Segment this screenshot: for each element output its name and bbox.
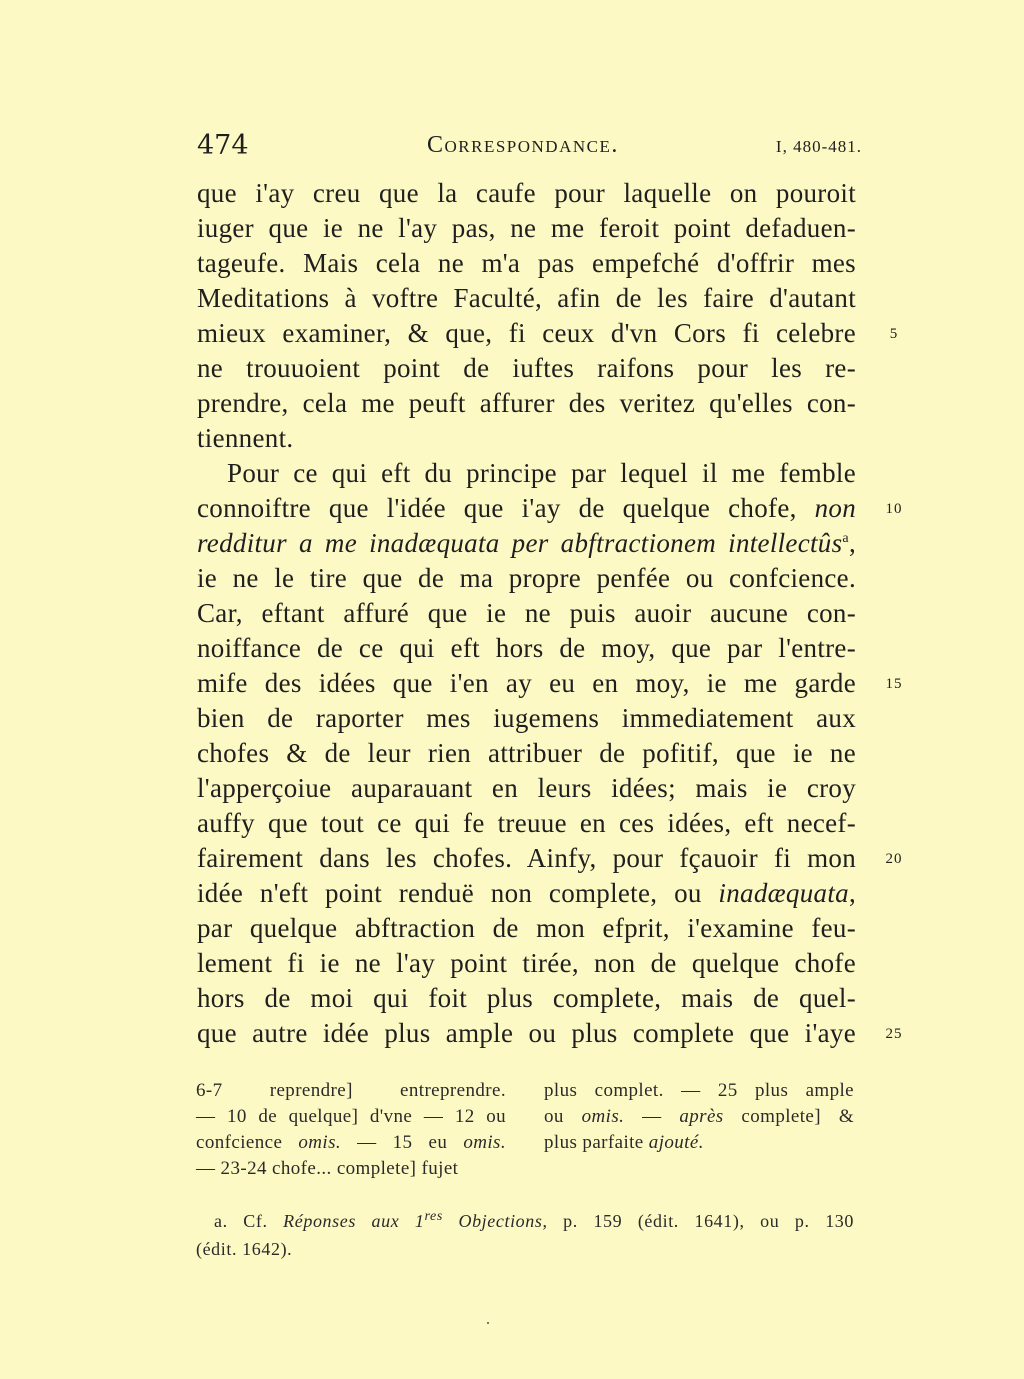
text-line [197,666,856,701]
footnote-line [196,1207,854,1235]
text-run: mife des idées que i'en ay eu en moy, ie me garde [197,668,856,698]
text-run: idée n'eft point renduë non complete, ou [197,878,719,908]
text-run: — 23-24 chofe... complete] fujet [196,1158,459,1179]
italic-text: après [679,1106,724,1127]
text-run: prendre, cela me peuft affurer des veritez qu'elles con- [197,388,856,418]
text-run: Meditations à voftre Faculté, afin de les faire d'autant [197,283,856,313]
text-run: chofes & de leur rien attribuer de pofitif, que ie ne [197,738,856,768]
text-line [197,701,856,736]
text-line [197,281,856,316]
text-run: 6-7 reprendre] entreprendre. [196,1080,506,1101]
text-line [197,421,856,456]
text-run: — 10 de quelque] d'vne — 12 ou [196,1106,506,1127]
variant-line [544,1130,854,1156]
main-text [197,176,856,1051]
text-run: bien de raporter mes iugemens immediatement aux [197,703,856,733]
text-run: que autre idée plus ample ou plus complete que i'aye [197,1018,856,1048]
text-run: fairement dans les chofes. Ainfy, pour fçauoir fi mon [197,843,856,873]
text-line [197,981,856,1016]
text-line [197,526,856,561]
text-run: lement fi ie ne l'ay point tirée, non de quelque chofe [197,948,856,978]
line-number: 10 [885,501,903,517]
text-line [197,491,856,526]
line-number: 15 [885,676,903,692]
text-run: ou [544,1106,582,1127]
variant-line [196,1130,506,1156]
running-title: Correspondance. [427,132,619,158]
text-line [197,911,856,946]
line-number: 20 [885,851,903,867]
italic-text: omis. [298,1132,342,1153]
text-run: l'apperçoiue auparauant en leurs idées; mais ie croy [197,773,856,803]
variant-line [196,1156,506,1182]
note-reference: a [842,531,849,546]
line-number: 25 [885,1026,903,1042]
page-header [197,128,862,164]
text-line [197,386,856,421]
text-run: ie ne le tire que de ma propre penfée ou confcience. [197,563,856,593]
footnote-line [196,1235,854,1263]
footnote [196,1207,854,1263]
text-line [197,1016,856,1051]
italic-text: Objections [442,1211,543,1231]
italic-text: redditur a me inadæquata per abftractionem intellectûs [197,528,843,558]
text-line [197,246,856,281]
italic-text: omis. [581,1106,625,1127]
italic-text: omis. [463,1132,506,1153]
text-line [197,876,856,911]
text-run: ne trouuoient point de iuftes raifons pour les re- [197,353,856,383]
text-run: Pour ce qui eft du principe par lequel il me femble [227,458,856,488]
variants-column-1 [196,1078,506,1182]
text-run: plus complet. — 25 plus ample [544,1080,854,1101]
text-run: tageufe. Mais cela ne m'a pas empefché d'offrir mes [197,248,856,278]
variant-line [196,1104,506,1130]
page-speck [487,1322,489,1324]
variant-line [196,1078,506,1104]
text-run: , [848,528,856,558]
variants-column-2 [544,1078,854,1156]
text-run: Car, eftant affuré que ie ne puis auoir aucune con- [197,598,856,628]
text-run: , p. 159 (édit. 1641), ou p. 130 [542,1211,855,1231]
text-run: hors de moi qui foit plus complete, mais de quel- [197,983,856,1013]
text-line [197,771,856,806]
variant-line [544,1078,854,1104]
text-line [197,596,856,631]
text-run: connoiftre que l'idée que i'ay de quelque chofe, [197,493,815,523]
text-run: — 15 eu [341,1132,464,1153]
text-run: , [848,878,856,908]
italic-text: ajouté. [648,1132,704,1153]
text-line [197,631,856,666]
italic-text: non [814,493,856,523]
text-line [197,351,856,386]
text-line [197,561,856,596]
text-run: — [624,1106,680,1127]
page-range: I, 480-481. [775,137,862,156]
text-line [197,176,856,211]
text-run: mieux examiner, & que, fi ceux d'vn Cors fi celebre [197,318,856,348]
text-run: (édit. 1642). [196,1239,293,1259]
text-run: tiennent. [197,423,294,453]
text-line [197,841,856,876]
text-run: que i'ay creu que la caufe pour laquelle on pouroit [197,178,856,208]
text-run: a. Cf. [214,1211,284,1231]
italic-text: Réponses aux 1 [283,1211,425,1231]
text-run: iuger que ie ne l'ay pas, ne me feroit point defaduen- [197,213,856,243]
page-number: 474 [197,130,249,161]
text-line [197,456,856,491]
text-run: noiffance de ce qui eft hors de moy, que par l'entre- [197,633,856,663]
variant-line [544,1104,854,1130]
line-number: 5 [889,326,899,342]
text-run: auffy que tout ce qui fe treuue en ces idées, eft necef- [197,808,856,838]
italic-text: inadæquata [718,878,849,908]
note-reference: res [424,1209,443,1224]
text-run: confcience [196,1132,299,1153]
text-run: complete] & [723,1106,854,1127]
text-line [197,946,856,981]
text-run: par quelque abftraction de mon efprit, i'examine feu- [197,913,856,943]
text-run: plus parfaite [544,1132,649,1153]
text-line [197,736,856,771]
text-line [197,316,856,351]
text-line [197,211,856,246]
text-line [197,806,856,841]
